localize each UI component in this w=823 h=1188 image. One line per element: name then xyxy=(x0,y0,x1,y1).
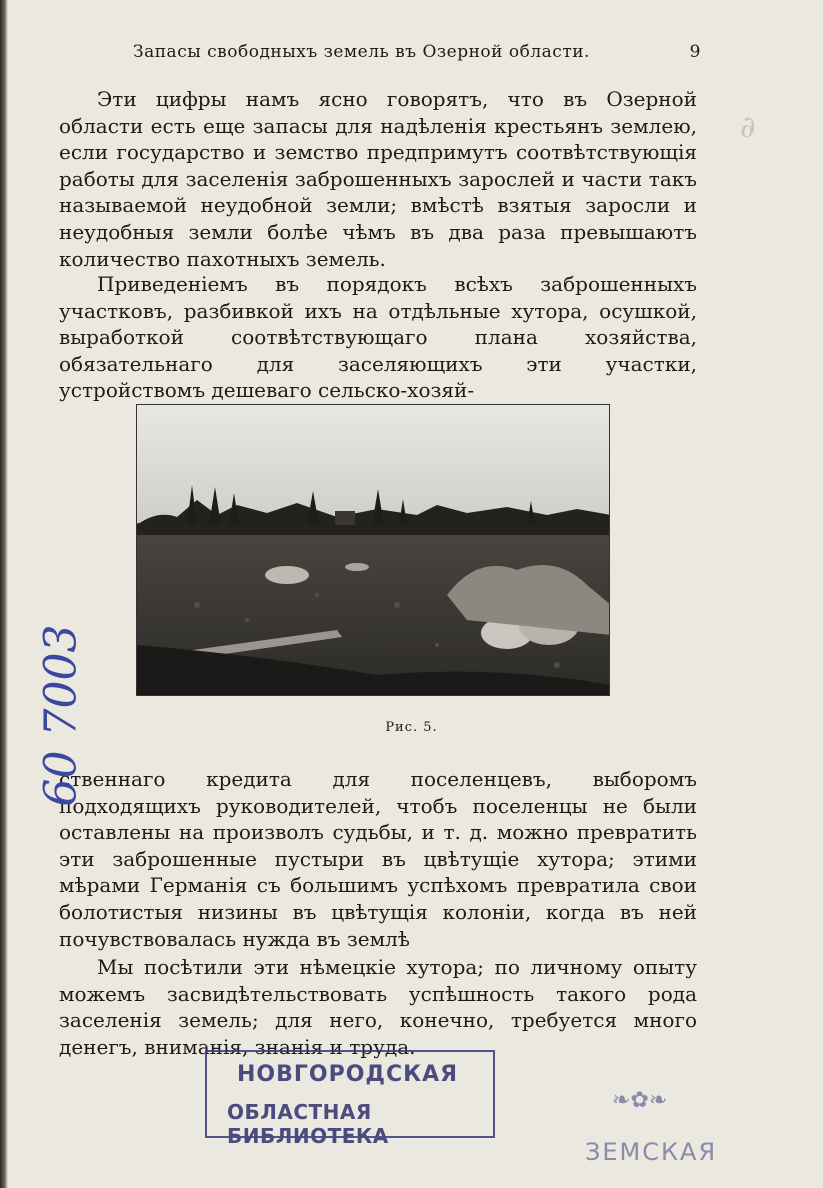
landscape-photo-illustration xyxy=(137,405,610,696)
paragraph-2: Приведеніемъ въ порядокъ всѣхъ заброшенныхъ участковъ, разбивкой ихъ на отдѣльные хутора, осушкой, выработкой соотвѣтствующаго плана хозяйства, обязательнаго для заселяющихъ эти участки, устройствомъ дешеваго сельско-хозяй- xyxy=(59,272,697,403)
header-title: Запасы свободныхъ земель въ Озерной области. xyxy=(133,42,590,62)
paragraph-3: ственнаго кредита для поселенцевъ, выборомъ подходящихъ руководителей, чтобъ поселенцы не были оставлены на произволъ судьбы, и т. д. можно превратить эти заброшенные пустыри въ цвѣтущіе хутора; этими мѣрами Германія съ большимъ успѣхомъ превратила свои болотистыя низины въ цвѣтущія колоніи, когда въ ней почувствовалась нужда въ землѣ xyxy=(59,767,697,951)
page-number: 9 xyxy=(689,42,701,62)
figure-photo xyxy=(136,404,610,696)
faint-bleedthrough-mark: ∂ xyxy=(740,110,756,145)
stamp-line-2: ОБЛАСТНАЯ БИБЛИОТЕКА xyxy=(227,1100,389,1148)
paragraph-1: Эти цифры намъ ясно говорятъ, что въ Озерной области есть еще запасы для надѣленія крестьянъ землею, если государство и земство предпримутъ соотвѣтствующія работы для заселенія заброшенныхъ зарослей и части такъ называемой неудобной земли; вмѣстѣ взятыя заросли и неудобныя земли болѣе чѣмъ въ два раза превышаютъ количество пахотныхъ земель. xyxy=(59,87,697,271)
handwritten-inventory-number: 60 7003 xyxy=(35,624,87,807)
stamp-line-1: НОВГОРОДСКАЯ xyxy=(237,1062,459,1087)
running-header xyxy=(133,38,701,66)
page-binding-edge xyxy=(0,0,8,1188)
zemstvo-stamp: ЗЕМСКАЯ xyxy=(585,1138,718,1166)
figure-caption: Рис. 5. xyxy=(385,720,438,735)
stamp-ornament-icon: ❧✿❧ xyxy=(612,1088,668,1113)
library-stamp xyxy=(205,1050,495,1148)
paragraph-4: Мы посѣтили эти нѣмецкіе хутора; по личному опыту можемъ засвидѣтельствовать успѣшность такого рода заселенія земель; для него, конечно, требуется много денегъ, вниманія, знанія и труда. xyxy=(59,955,697,1059)
